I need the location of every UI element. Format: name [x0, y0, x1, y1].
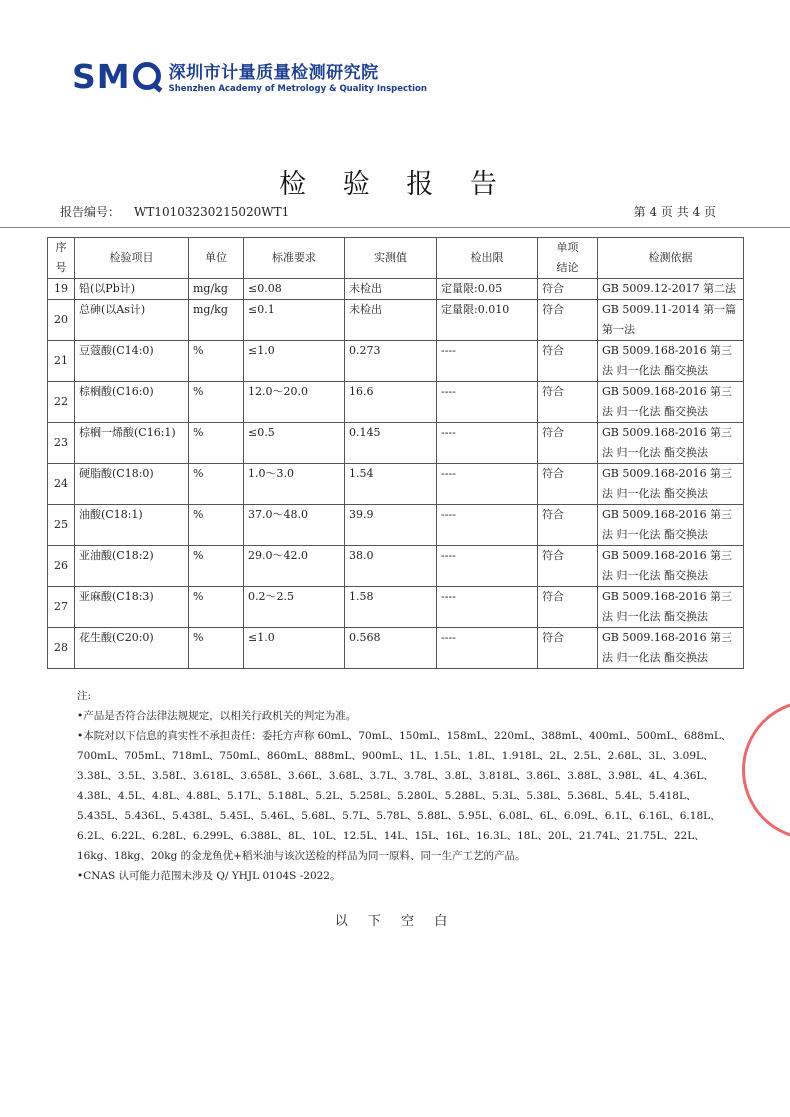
cell-measured: 0.145: [345, 423, 437, 464]
cell-limit: ----: [437, 382, 538, 423]
cell-unit: %: [189, 546, 244, 587]
table-row: [48, 341, 744, 382]
header-basis: 检测依据: [598, 238, 744, 279]
header-seq: 序号: [48, 238, 75, 279]
cell-standard: 29.0～42.0: [244, 546, 345, 587]
page-indicator: 第 4 页 共 4 页: [633, 205, 716, 219]
table-row: [48, 546, 744, 587]
cell-measured: 0.568: [345, 628, 437, 669]
cell-item: 亚油酸(C18:2): [75, 546, 189, 587]
report-number-value: WT10103230215020WT1: [134, 205, 290, 219]
cell-seq: 19: [48, 279, 75, 300]
cell-basis: GB 5009.168-2016 第三法 归一化法 酯交换法: [598, 341, 744, 382]
cell-unit: %: [189, 341, 244, 382]
cell-standard: ≤0.08: [244, 279, 345, 300]
institute-name-en: Shenzhen Academy of Metrology & Quality Inspection: [168, 84, 427, 94]
cell-limit: ----: [437, 587, 538, 628]
cell-basis: GB 5009.168-2016 第三法 归一化法 酯交换法: [598, 546, 744, 587]
table-row: [48, 464, 744, 505]
cell-conclusion: 符合: [538, 587, 598, 628]
cell-item: 铅(以Pb计): [75, 279, 189, 300]
cell-seq: 25: [48, 505, 75, 546]
cell-conclusion: 符合: [538, 464, 598, 505]
cell-seq: 20: [48, 300, 75, 341]
cell-measured: 未检出: [345, 279, 437, 300]
cell-item: 总砷(以As计): [75, 300, 189, 341]
header-unit: 单位: [189, 238, 244, 279]
cell-limit: ----: [437, 505, 538, 546]
logo-mark-text: SM: [72, 56, 131, 96]
cell-seq: 24: [48, 464, 75, 505]
note-item: •CNAS 认可能力范围未涉及 Q/ YHJL 0104S -2022。: [77, 870, 341, 882]
cell-basis: GB 5009.168-2016 第三法 归一化法 酯交换法: [598, 464, 744, 505]
cell-seq: 28: [48, 628, 75, 669]
cell-standard: 0.2～2.5: [244, 587, 345, 628]
notes-label: 注:: [77, 690, 92, 702]
header-limit: 检出限: [437, 238, 538, 279]
cell-unit: %: [189, 587, 244, 628]
table-row: [48, 382, 744, 423]
cell-basis: GB 5009.168-2016 第三法 归一化法 酯交换法: [598, 587, 744, 628]
logo-q-icon: [133, 62, 161, 90]
cell-measured: 38.0: [345, 546, 437, 587]
table-row: [48, 423, 744, 464]
cell-unit: %: [189, 423, 244, 464]
cell-standard: ≤0.1: [244, 300, 345, 341]
notes-section: [77, 686, 737, 886]
cell-seq: 27: [48, 587, 75, 628]
cell-conclusion: 符合: [538, 546, 598, 587]
cell-standard: ≤1.0: [244, 341, 345, 382]
cell-limit: ----: [437, 341, 538, 382]
cell-limit: ----: [437, 464, 538, 505]
header-conclusion: [538, 238, 598, 279]
cell-conclusion: 符合: [538, 279, 598, 300]
cell-item: 豆蔻酸(C14:0): [75, 341, 189, 382]
cell-basis: GB 5009.168-2016 第三法 归一化法 酯交换法: [598, 505, 744, 546]
table-row: [48, 279, 744, 300]
cell-measured: 39.9: [345, 505, 437, 546]
cell-basis: GB 5009.168-2016 第三法 归一化法 酯交换法: [598, 382, 744, 423]
header-measured: 实测值: [345, 238, 437, 279]
note-item: •产品是否符合法律法规规定，以相关行政机关的判定为准。: [77, 710, 357, 722]
table-row: [48, 300, 744, 341]
note-item: •本院对以下信息的真实性不承担责任：委托方声称 60mL、70mL、150mL、158mL、220mL、388mL、400mL、500mL、688mL、700mL、705mL、718mL、750mL、860mL、888mL、900mL、1L、1.5L、1.8L、1.918L、2L、2.5L、2.68L、3L、3.09L、3.38L、3.5L、3.58L、3.618L、3.658L、3.66L、3.68L、3.7L、3.78L、3.8L、3.818L、3.86L、3.88L、3.98L、4L、4.36L、4.38L、4.5L、4.8L、4.88L、5.17L、5.188L、5.2L、5.258L、5.280L、5.288L、5.3L、5.38L、5.368L、5.4L、5.418L、5.435L、5.436L、5.438L、5.45L、5.46L、5.68L、5.7L、5.78L、5.88L、5.95L、6.08L、6L、6.09L、6.1L、6.16L、6.18L、6.2L、6.22L、6.28L、6.299L、6.388L、8L、10L、12.5L、14L、15L、16L、16.3L、18L、20L、21.74L、21.75L、22L、16kg、18kg、20kg 的金龙鱼优+稻米油与该次送检的样品为同一原料、同一生产工艺的产品。: [77, 730, 732, 862]
cell-conclusion: 符合: [538, 382, 598, 423]
table-row: [48, 505, 744, 546]
cell-item: 棕榈一烯酸(C16:1): [75, 423, 189, 464]
cell-seq: 23: [48, 423, 75, 464]
cell-seq: 21: [48, 341, 75, 382]
cell-unit: mg/kg: [189, 300, 244, 341]
cell-unit: %: [189, 382, 244, 423]
header-standard: 标准要求: [244, 238, 345, 279]
end-of-report-marker: 以 下 空 白: [334, 914, 456, 929]
official-seal-stamp: [742, 700, 790, 840]
table-row: [48, 628, 744, 669]
institute-name-cn: 深圳市计量质量检测研究院: [168, 63, 379, 83]
institute-logo: [72, 56, 427, 96]
cell-measured: 1.54: [345, 464, 437, 505]
cell-limit: ----: [437, 423, 538, 464]
cell-item: 花生酸(C20:0): [75, 628, 189, 669]
cell-measured: 1.58: [345, 587, 437, 628]
cell-conclusion: 符合: [538, 341, 598, 382]
header-conclusion-line2: 结论: [556, 261, 579, 274]
header-conclusion-line1: 单项: [556, 241, 579, 254]
smq-logo-mark: [72, 57, 161, 96]
table-row: [48, 587, 744, 628]
cell-basis: GB 5009.11-2014 第一篇 第一法: [598, 300, 744, 341]
header-divider: [0, 227, 790, 228]
header-item: 检验项目: [75, 238, 189, 279]
logo-text: [169, 58, 427, 94]
cell-basis: GB 5009.12-2017 第二法: [598, 279, 744, 300]
cell-unit: mg/kg: [189, 279, 244, 300]
cell-limit: ----: [437, 546, 538, 587]
cell-standard: ≤1.0: [244, 628, 345, 669]
cell-seq: 26: [48, 546, 75, 587]
cell-conclusion: 符合: [538, 423, 598, 464]
cell-standard: 1.0～3.0: [244, 464, 345, 505]
cell-item: 棕榈酸(C16:0): [75, 382, 189, 423]
cell-standard: 12.0～20.0: [244, 382, 345, 423]
cell-item: 油酸(C18:1): [75, 505, 189, 546]
cell-limit: 定量限:0.010: [437, 300, 538, 341]
cell-unit: %: [189, 505, 244, 546]
cell-measured: 未检出: [345, 300, 437, 341]
cell-limit: ----: [437, 628, 538, 669]
cell-conclusion: 符合: [538, 300, 598, 341]
cell-unit: %: [189, 464, 244, 505]
results-table: [47, 237, 744, 669]
table-header-row: [48, 238, 744, 279]
cell-basis: GB 5009.168-2016 第三法 归一化法 酯交换法: [598, 423, 744, 464]
cell-basis: GB 5009.168-2016 第三法 归一化法 酯交换法: [598, 628, 744, 669]
cell-seq: 22: [48, 382, 75, 423]
document-title: 检 验 报 告: [279, 169, 511, 200]
cell-conclusion: 符合: [538, 505, 598, 546]
cell-item: 硬脂酸(C18:0): [75, 464, 189, 505]
report-number-label: 报告编号：: [60, 205, 121, 219]
report-number: [60, 203, 289, 220]
cell-standard: ≤0.5: [244, 423, 345, 464]
cell-measured: 0.273: [345, 341, 437, 382]
cell-conclusion: 符合: [538, 628, 598, 669]
cell-unit: %: [189, 628, 244, 669]
cell-standard: 37.0～48.0: [244, 505, 345, 546]
cell-limit: 定量限:0.05: [437, 279, 538, 300]
cell-item: 亚麻酸(C18:3): [75, 587, 189, 628]
cell-measured: 16.6: [345, 382, 437, 423]
